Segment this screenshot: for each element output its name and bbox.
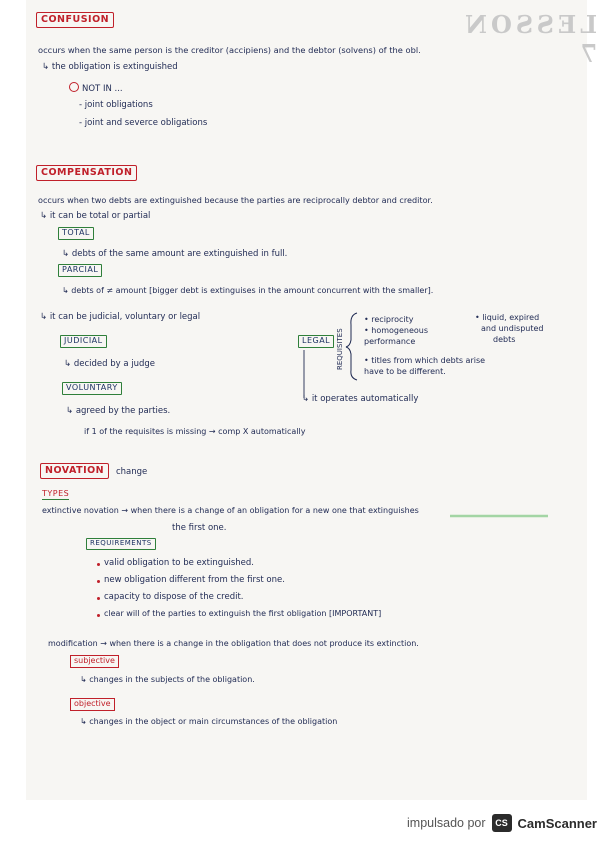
camscanner-logo-icon: CS <box>492 814 512 832</box>
requirement-1: valid obligation to be extinguished. <box>104 558 255 568</box>
requirements-label: REQUIREMENTS <box>86 538 156 550</box>
novation-subtitle: change <box>116 467 148 477</box>
requisite-3: • titles from which debts arise <box>364 356 486 365</box>
partial-label: PARCIAL <box>58 264 102 277</box>
extinctive-novation: extinctive novation → when there is a change of an obligation for a new one that extinguishes <box>42 506 419 515</box>
requisite-4c: debts <box>493 335 516 344</box>
requisite-4: • liquid, expired <box>475 313 540 322</box>
voluntary-note: if 1 of the requisites is missing → comp X automatically <box>84 427 306 436</box>
compensation-definition: occurs when two debts are extinguished because the parties are reciprocally debtor and creditor. <box>38 195 433 205</box>
ghost-heading: LESSON 7 <box>461 10 598 68</box>
requirement-4: clear will of the parties to extinguish the first obligation [IMPORTANT] <box>104 609 382 618</box>
judicial-description: ↳ decided by a judge <box>64 359 156 369</box>
extinctive-novation-cont: the first one. <box>172 523 227 533</box>
confusion-result: ↳ the obligation is extinguished <box>42 62 178 72</box>
requirement-2: new obligation different from the first one. <box>104 575 285 585</box>
requisite-2: • homogeneous <box>364 326 429 335</box>
total-description: ↳ debts of the same amount are extinguished in full. <box>62 249 288 259</box>
confusion-exception-2: - joint and severce obligations <box>79 118 208 128</box>
modification-line: modification → when there is a change in the obligation that does not produce its extinction. <box>48 639 419 648</box>
powered-by-text: impulsado por <box>407 816 486 830</box>
requisite-1: • reciprocity <box>364 315 414 324</box>
objective-label: objective <box>70 698 115 711</box>
total-label: TOTAL <box>58 227 94 240</box>
camscanner-brand: CamScanner <box>517 815 597 831</box>
camscanner-watermark <box>407 813 597 833</box>
requisite-4b: and undisputed <box>481 324 544 333</box>
requirement-3: capacity to dispose of the credit. <box>104 592 244 602</box>
requisites-label: REQUISITES <box>336 328 344 370</box>
compensation-kinds: ↳ it can be total or partial <box>40 211 151 221</box>
compensation-title: COMPENSATION <box>36 165 137 181</box>
objective-description: ↳ changes in the object or main circumstances of the obligation <box>80 717 338 726</box>
subjective-description: ↳ changes in the subjects of the obligation. <box>80 675 255 684</box>
legal-label: LEGAL <box>298 335 334 348</box>
requisites-bracket <box>346 313 357 380</box>
voluntary-description: ↳ agreed by the parties. <box>66 406 171 416</box>
novation-title: NOVATION <box>40 463 109 479</box>
compensation-types: ↳ it can be judicial, voluntary or legal <box>40 312 201 322</box>
subjective-label: subjective <box>70 655 119 668</box>
confusion-definition: occurs when the same person is the creditor (accipiens) and the debtor (solvens) of the obl. <box>38 45 421 55</box>
voluntary-label: VOLUNTARY <box>62 382 122 395</box>
partial-description: ↳ debts of ≠ amount [bigger debt is extinguises in the amount concurrent with the smaller]. <box>62 286 434 295</box>
judicial-label: JUDICIAL <box>60 335 107 348</box>
not-in-text: NOT IN ... <box>82 84 123 94</box>
confusion-exception-1: - joint obligations <box>79 100 153 110</box>
requisite-3b: have to be different. <box>364 367 446 376</box>
requisite-2b: performance <box>364 337 416 346</box>
confusion-title: CONFUSION <box>36 12 114 28</box>
legal-description: ↳ it operates automatically <box>302 394 419 404</box>
types-label: TYPES <box>42 489 70 498</box>
